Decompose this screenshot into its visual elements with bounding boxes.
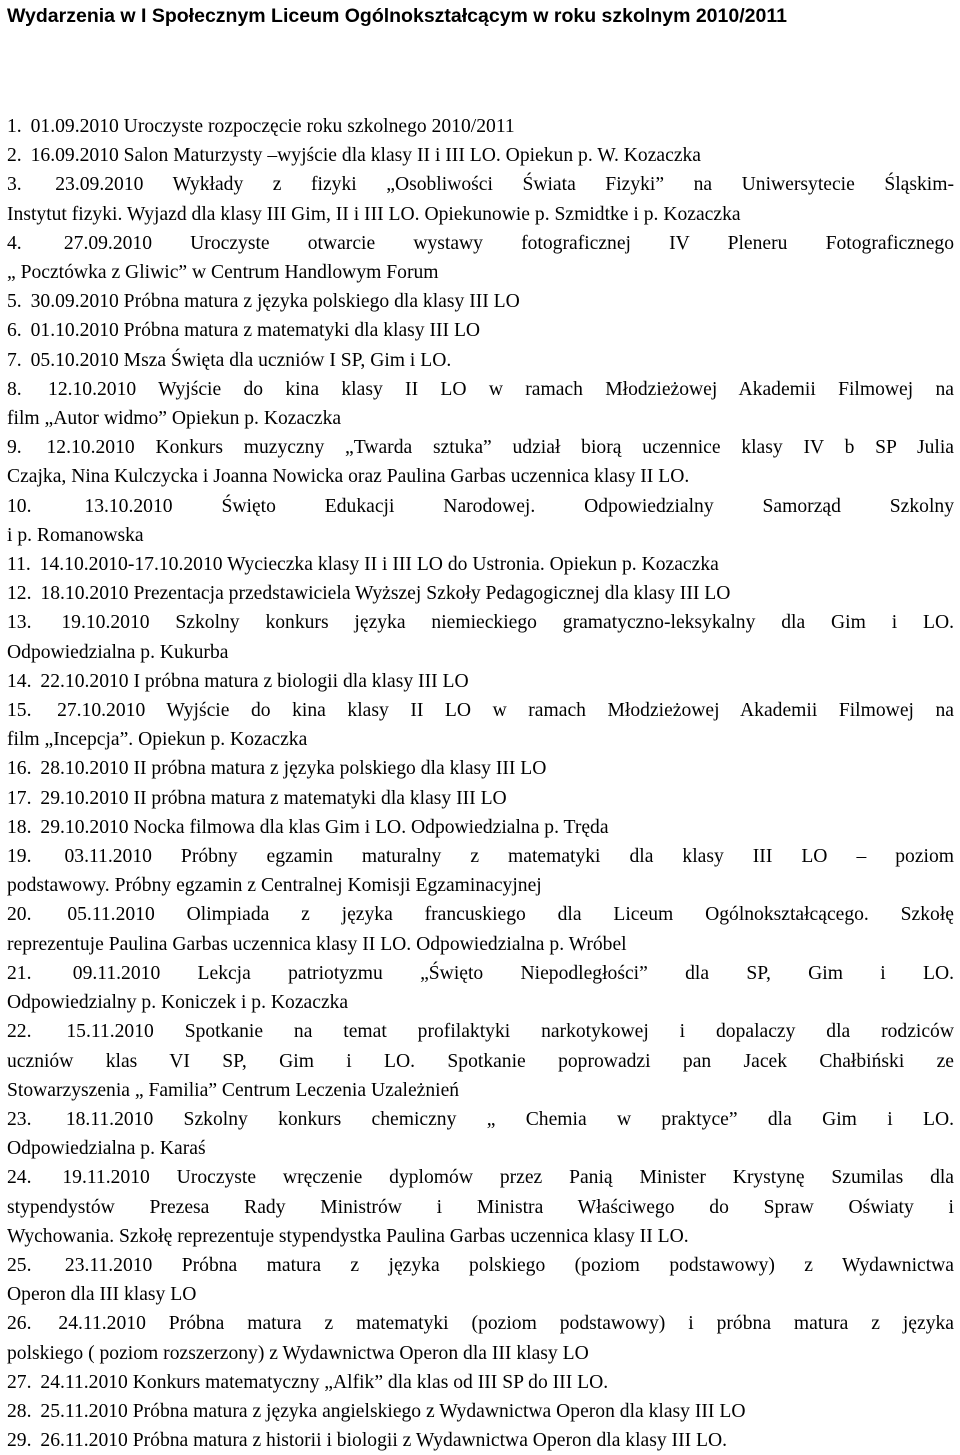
event-line [7,229,954,258]
event-text: 27.09.2010 Uroczyste otwarcie wystawy fotograficznej IV Pleneru Fotograficznego [63,232,954,254]
event-text: 23.11.2010 Próbna matura z języka polskiego (poziom podstawowy) z Wydawnictwa [64,1254,955,1276]
event-line [7,1368,954,1397]
event-item [7,375,954,433]
event-item [7,1105,954,1163]
event-number: 25. [7,1254,32,1276]
event-text: 22.10.2010 I próbna matura z biologii dla klasy III LO [40,670,469,692]
event-line [7,346,954,375]
event-line [7,141,954,170]
event-line [7,1105,954,1134]
event-number: 14. [7,670,32,692]
event-item [7,550,954,579]
event-text: Stowarzyszenia „ Familia” Centrum Leczenia Uzależnień [7,1079,460,1101]
event-number: 4. [7,232,22,254]
event-line [7,900,954,929]
event-line [7,988,954,1017]
event-number: 10. [7,495,32,517]
event-line [7,170,954,199]
event-text: 12.10.2010 Konkurs muzyczny „Twarda sztuka” udział biorą uczennice klasy IV b SP Julia [46,437,955,459]
event-number: 9. [7,437,22,459]
event-number: 28. [7,1400,32,1422]
event-line [7,1193,954,1222]
event-line [7,1397,954,1426]
event-item [7,608,954,666]
event-text: 16.09.2010 Salon Maturzysty –wyjście dla klasy II i III LO. Opiekun p. W. Kozaczka [30,145,702,167]
event-item [7,316,954,345]
event-line [7,813,954,842]
event-line [7,521,954,550]
event-line [7,667,954,696]
event-text: 19.11.2010 Uroczyste wręczenie dyplomów przez Panią Minister Krystynę Szumilas dla [62,1167,955,1189]
event-item [7,287,954,316]
event-text: 28.10.2010 II próbna matura z języka polskiego dla klasy III LO [40,758,547,780]
event-line [7,200,954,229]
event-text: Instytut fizyki. Wyjazd dla klasy III Gim, II i III LO. Opiekunowie p. Szmidtke i p. Kozaczka [7,203,741,225]
event-text: 14.10.2010-17.10.2010 Wycieczka klasy II i III LO do Ustronia. Opiekun p. Kozaczka [39,554,719,576]
event-line [7,462,954,491]
event-item [7,1368,954,1397]
event-text: polskiego ( poziom rozszerzony) z Wydawnictwa Operon dla III klasy LO [7,1342,589,1364]
event-line [7,112,954,141]
event-number: 15. [7,700,32,722]
event-number: 19. [7,846,32,868]
event-number: 3. [7,174,22,196]
event-number: 8. [7,378,22,400]
event-item [7,112,954,141]
event-item [7,229,954,287]
event-text: 01.10.2010 Próbna matura z matematyki dla klasy III LO [30,320,481,342]
event-text: „ Pocztówka z Gliwic” w Centrum Handlowym Forum [7,262,439,284]
event-text: uczniów klas VI SP, Gim i LO. Spotkanie poprowadzi pan Jacek Chałbiński ze [7,1050,954,1072]
event-line [7,550,954,579]
event-text: 19.10.2010 Szkolny konkurs języka niemieckiego gramatyczno-leksykalny dla Gim i LO. [61,612,955,634]
event-number: 24. [7,1167,32,1189]
event-text: 29.10.2010 II próbna matura z matematyki dla klasy III LO [40,787,507,809]
event-line [7,638,954,667]
event-item [7,813,954,842]
event-text: 09.11.2010 Lekcja patriotyzmu „Święto Niepodległości” dla SP, Gim i LO. [72,962,954,984]
event-text: podstawowy. Próbny egzamin z Centralnej Komisji Egzaminacyjnej [7,875,542,897]
event-number: 23. [7,1108,32,1130]
event-line [7,608,954,637]
event-item [7,1163,954,1251]
event-line [7,696,954,725]
event-line [7,1047,954,1076]
event-line [7,842,954,871]
event-text: 29.10.2010 Nocka filmowa dla klas Gim i LO. Odpowiedzialna p. Tręda [40,816,609,838]
event-item [7,492,954,550]
event-line [7,1280,954,1309]
event-text: film „Incepcja”. Opiekun p. Kozaczka [7,729,308,751]
event-text: i p. Romanowska [7,524,144,546]
event-number: 29. [7,1430,32,1452]
event-item [7,1017,954,1105]
event-text: Operon dla III klasy LO [7,1284,197,1306]
event-number: 11. [7,554,31,576]
document-title: Wydarzenia w I Społecznym Liceum Ogólnokształcącym w roku szkolnym 2010/2011 [7,5,787,27]
event-number: 6. [7,320,22,342]
event-item [7,1251,954,1309]
event-line [7,433,954,462]
event-number: 26. [7,1313,32,1335]
event-line [7,1251,954,1280]
event-item [7,1309,954,1367]
event-item [7,170,954,228]
event-text: Czajka, Nina Kulczycka i Joanna Nowicka oraz Paulina Garbas uczennica klasy II LO. [7,466,690,488]
event-item [7,754,954,783]
event-line [7,1134,954,1163]
event-item [7,1397,954,1426]
event-line [7,579,954,608]
event-text: reprezentuje Paulina Garbas uczennica klasy II LO. Odpowiedzialna p. Wróbel [7,933,627,955]
event-number: 17. [7,787,32,809]
event-line [7,1076,954,1105]
event-line [7,1426,954,1455]
event-number: 2. [7,145,22,167]
event-text: 24.11.2010 Próbna matura z matematyki (poziom podstawowy) i próbna matura z języka [58,1313,954,1335]
event-text: stypendystów Prezesa Rady Ministrów i Ministra Właściwego do Spraw Oświaty i [7,1196,954,1218]
event-line [7,404,954,433]
event-line [7,725,954,754]
event-line [7,1163,954,1192]
event-text: 05.10.2010 Msza Święta dla uczniów I SP, Gim i LO. [30,349,452,371]
event-item [7,696,954,754]
event-line [7,258,954,287]
event-text: 26.11.2010 Próbna matura z historii i biologii z Wydawnictwa Operon dla klasy III LO. [40,1430,728,1452]
event-text: Wychowania. Szkołę reprezentuje stypendystka Paulina Garbas uczennica klasy II LO. [7,1225,689,1247]
event-text: 23.09.2010 Wykłady z fizyki „Osobliwości Świata Fizyki” na Uniwersytecie Śląskim- [55,174,954,196]
event-number: 16. [7,758,32,780]
event-line [7,871,954,900]
event-line [7,1222,954,1251]
event-item [7,900,954,958]
event-text: 15.11.2010 Spotkanie na temat profilaktyki narkotykowej i dopalaczy dla rodziców [66,1021,954,1043]
event-line [7,316,954,345]
event-line [7,1017,954,1046]
event-text: 05.11.2010 Olimpiada z języka francuskiego dla Liceum Ogólnokształcącego. Szkołę [67,904,954,926]
event-text: 12.10.2010 Wyjście do kina klasy II LO w ramach Młodzieżowej Akademii Filmowej na [48,378,954,400]
event-item [7,433,954,491]
event-line [7,375,954,404]
event-list [7,112,954,1455]
event-text: 01.09.2010 Uroczyste rozpoczęcie roku szkolnego 2010/2011 [30,116,515,137]
event-item [7,959,954,1017]
event-item [7,141,954,170]
event-item [7,346,954,375]
event-text: 18.11.2010 Szkolny konkurs chemiczny „ Chemia w praktyce” dla Gim i LO. [65,1108,954,1130]
event-text: 13.10.2010 Święto Edukacji Narodowej. Odpowiedzialny Samorząd Szkolny [84,495,954,517]
event-line [7,754,954,783]
event-item [7,784,954,813]
event-text: Odpowiedzialna p. Karaś [7,1138,206,1160]
event-line [7,784,954,813]
event-text: film „Autor widmo” Opiekun p. Kozaczka [7,408,342,430]
event-number: 12. [7,583,32,605]
event-number: 20. [7,904,32,926]
event-item [7,1426,954,1455]
event-text: 18.10.2010 Prezentacja przedstawiciela Wyższej Szkoły Pedagogicznej dla klasy III LO [40,583,731,605]
event-line [7,1339,954,1368]
event-number: 21. [7,962,32,984]
event-line [7,492,954,521]
event-text: Odpowiedzialna p. Kukurba [7,641,229,663]
event-text: 30.09.2010 Próbna matura z języka polskiego dla klasy III LO [30,291,520,313]
event-number: 13. [7,612,32,634]
event-item [7,842,954,900]
event-line [7,959,954,988]
event-text: 25.11.2010 Próbna matura z języka angielskiego z Wydawnictwa Operon dla klasy III LO [40,1400,746,1422]
event-number: 1. [7,116,22,137]
event-line [7,930,954,959]
event-number: 5. [7,291,22,313]
event-number: 27. [7,1371,32,1393]
event-line [7,1309,954,1338]
event-item [7,667,954,696]
event-number: 18. [7,816,32,838]
event-number: 7. [7,349,22,371]
event-text: 24.11.2010 Konkurs matematyczny „Alfik” dla klas od III SP do III LO. [40,1371,609,1393]
event-text: 27.10.2010 Wyjście do kina klasy II LO w ramach Młodzieżowej Akademii Filmowej na [57,700,954,722]
event-line [7,287,954,316]
event-item [7,579,954,608]
event-text: 03.11.2010 Próbny egzamin maturalny z matematyki dla klasy III LO – poziom [64,846,954,868]
event-text: Odpowiedzialny p. Koniczek i p. Kozaczka [7,992,349,1014]
event-number: 22. [7,1021,32,1043]
